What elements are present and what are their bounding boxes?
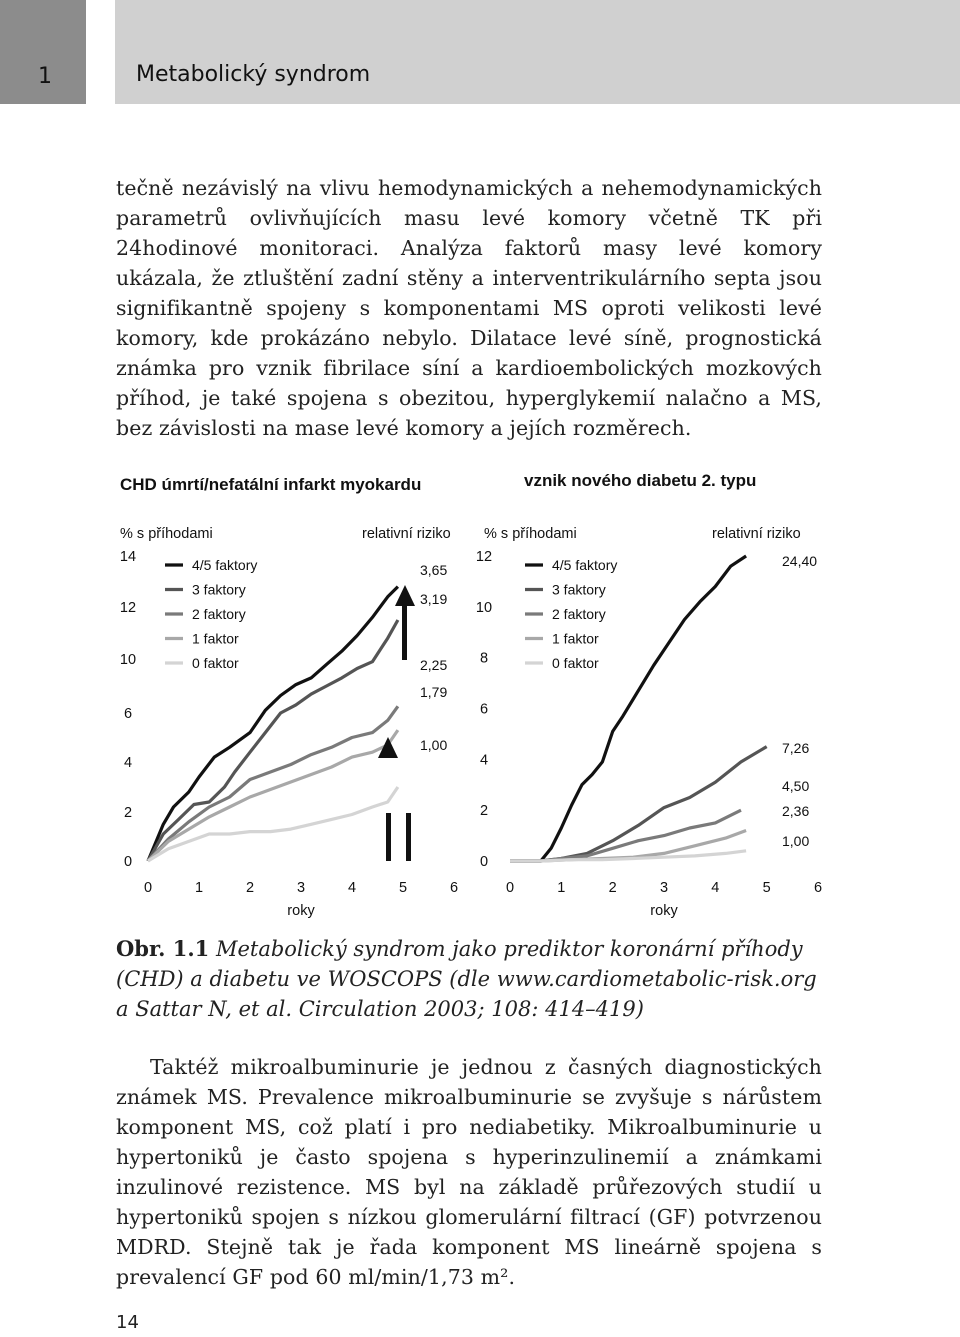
x-tick-label: 1 [557, 880, 566, 896]
risk-label-f2: 2,25 [420, 657, 448, 673]
risk-label-f3: 3,19 [420, 591, 448, 607]
chapter-title: Metabolický syndrom [136, 62, 371, 87]
x-tick-label: 3 [659, 880, 669, 896]
risk-label-f1: 2,36 [782, 803, 810, 819]
risk-label-f0: 1,00 [420, 737, 448, 753]
bar-marker [386, 813, 391, 861]
body-paragraph-2: Taktéž mikroalbuminurie je jednou z časných diagnostických známek MS. Prevalence mikroalbuminurie se zvyšuje s nárůstem komponent MS, což platí i pro nediabetiky. Mikroalbuminurie u hypertoniků je často spojena s hyperinzulinemií a známkami inzulinové rezistence. MS byl na základě průřezových studií u hypertoniků spojen s nízkou glomerulární filtrací (GF) potvrzenou MDRD. Stejně tak je řada komponent MS lineárně spojena s prevalencí GF pod 60 ml/min/1,73 m². [116, 1055, 822, 1289]
x-axis-label: roky [650, 903, 678, 919]
legend-label-f45: 4/5 faktory [192, 557, 258, 573]
x-tick-label: 4 [347, 880, 357, 896]
risk-label-f2: 4,50 [782, 778, 810, 794]
x-tick-label: 2 [608, 880, 617, 896]
y-tick-label: 4 [479, 752, 489, 769]
x-axis-label: roky [287, 903, 315, 919]
x-tick-label: 2 [245, 880, 255, 896]
page-number: 14 [116, 1312, 139, 1333]
y-tick-label: 10 [475, 599, 493, 616]
y-tick-label: 0 [479, 854, 489, 870]
caption-label: Obr. 1.1 [116, 936, 210, 961]
chart-title: vznik nového diabetu 2. typu [524, 471, 757, 490]
body-paragraph-1: tečně nezávislý na vlivu hemodynamických a nehemodynamických parametrů ovlivňujících masu levé komory včetně TK při 24hodinové monitoraci. Analýza faktorů masy levé komory ukázala, že ztluštění zadní stěny a interventrikulárního septa jsou signifikantně spojeny s komponentami MS oproti velikosti levé komory, kde prokázáno nebylo. Dilatace levé síně, prognostická známka pro vznik fibrilace síní a kardioembolických mozkových příhod, je také spojena s obezitou, hyperglykemií nalačno a MS, bez závislosti na mase levé komory a jejích rozměrech. [116, 176, 822, 440]
risk-label-f45: 3,65 [420, 562, 448, 578]
x-tick-label: 3 [296, 880, 306, 896]
legend-label-f3: 3 faktory [552, 581, 606, 598]
series-line-f2 [148, 706, 398, 861]
arrow-shaft-marker [402, 606, 407, 660]
x-tick-label: 1 [194, 880, 204, 896]
y-tick-label: 2 [479, 803, 489, 820]
x-tick-label: 5 [398, 880, 408, 896]
legend-label-f45: 4/5 faktory [552, 557, 618, 573]
chart-title: CHD úmrtí/nefatální infarkt myokardu [120, 475, 422, 494]
risk-label-f0: 1,00 [782, 833, 810, 849]
y-axis-label: % s příhodami [120, 526, 213, 542]
y-tick-label: 0 [123, 854, 133, 870]
y-tick-label: 12 [119, 600, 137, 616]
y-tick-label: 14 [119, 549, 137, 565]
chart-2 [476, 471, 822, 919]
risk-label-f1: 1,79 [420, 684, 448, 700]
chapter-number: 1 [38, 64, 52, 89]
legend-label-f0: 0 faktor [552, 655, 599, 671]
y-axis-label: % s příhodami [484, 526, 577, 542]
y-tick-label: 6 [123, 706, 133, 722]
x-tick-label: 6 [449, 880, 459, 896]
chart-1 [120, 475, 458, 919]
x-tick-label: 0 [143, 880, 153, 896]
x-tick-label: 4 [711, 880, 720, 896]
relative-risk-label: relativní riziko [712, 526, 801, 542]
bar-marker [406, 813, 411, 861]
y-tick-label: 6 [479, 701, 489, 718]
legend-label-f1: 1 faktor [552, 630, 599, 647]
legend-label-f0: 0 faktor [192, 655, 239, 671]
relative-risk-label: relativní riziko [362, 526, 451, 542]
x-tick-label: 5 [762, 880, 771, 896]
y-tick-label: 8 [479, 650, 489, 667]
y-tick-label: 12 [475, 549, 493, 565]
x-tick-label: 6 [813, 880, 823, 896]
y-tick-label: 10 [119, 652, 137, 668]
legend-label-f2: 2 faktory [552, 606, 606, 622]
risk-label-f3: 7,26 [782, 740, 810, 756]
caption-text: Metabolický syndrom jako prediktor koronární příhody (CHD) a diabetu ve WOSCOPS (dle www.cardiometabolic-risk.org a Sattar N, et al. Circulation 2003; 108: 414–419) [116, 937, 817, 1021]
y-tick-label: 2 [123, 805, 133, 821]
legend-label-f2: 2 faktory [192, 606, 246, 622]
y-tick-label: 4 [123, 755, 133, 771]
figure-caption [116, 934, 826, 1024]
series-line-f3 [510, 747, 767, 861]
legend-label-f3: 3 faktory [192, 581, 246, 598]
risk-label-f45: 24,40 [782, 553, 818, 569]
series-line-f45 [510, 556, 746, 861]
x-tick-label: 0 [505, 880, 515, 896]
legend-label-f1: 1 faktor [192, 630, 239, 647]
